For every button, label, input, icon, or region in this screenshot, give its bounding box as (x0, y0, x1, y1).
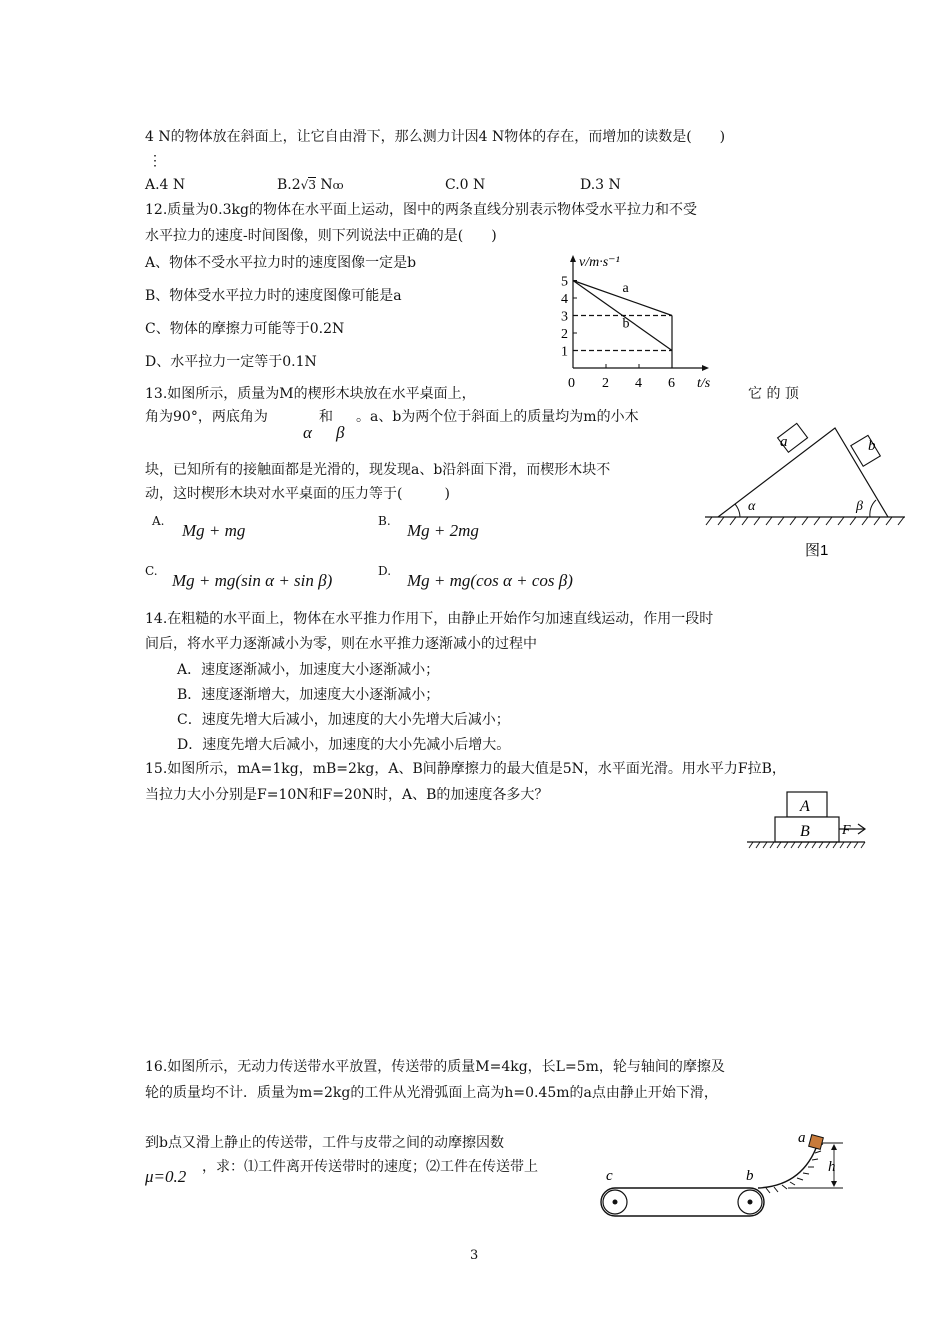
q15-line2: 当拉力大小分别是F=10N和F=20N时，A、B的加速度各多大？ (145, 787, 549, 803)
x-tick-label: 2 (602, 376, 609, 391)
angle-alpha-arc (735, 504, 740, 517)
q11-option-b (277, 176, 344, 195)
q11-option-b-radical: √3 (300, 178, 316, 192)
q13-option-b-label: B. (378, 514, 391, 528)
q12-option-a: A、物体不受水平拉力时的速度图像一定是b (145, 255, 417, 271)
blocks-figure (745, 790, 885, 860)
vt-chart (555, 250, 735, 390)
q16-line3: 到b点又滑上静止的传送带，工件与皮带之间的动摩擦因数 (145, 1135, 504, 1151)
q11-line1: 4 N的物体放在斜面上，让它自由滑下，那么测力计因4 N物体的存在，而增加的读数是( ) (145, 129, 726, 145)
q14-option-a: A．速度逐渐减小，加速度大小逐渐减小； (177, 662, 440, 678)
q14-option-c: C．速度先增大后减小，加速度的大小先增大后减小； (177, 712, 510, 728)
x-tick-label: 6 (668, 376, 675, 391)
q13-option-a-expr: Mg + mg (182, 521, 246, 540)
label-a: a (798, 1130, 806, 1146)
page-number: 3 (470, 1248, 479, 1263)
label-h: h (828, 1159, 836, 1175)
y-axis-label: v/m·s⁻¹ (579, 255, 620, 270)
label-b: b (746, 1168, 754, 1184)
y-tick-label: 1 (561, 344, 568, 360)
y-tick-label: 3 (561, 309, 568, 325)
q16-mu: μ=0.2 (145, 1167, 187, 1186)
right-axle (748, 1200, 753, 1205)
q16-line1: 16.如图所示，无动力传送带水平放置，传送带的质量M=4kg，长L=5m，轮与轴间的摩擦及 (145, 1059, 725, 1075)
q14-line2: 间后，将水平力逐渐减小为零，则在水平推力逐渐减小的过程中 (145, 636, 537, 652)
label-F: F (842, 823, 851, 838)
beta-symbol: β (336, 423, 345, 442)
y-tick-label: 2 (561, 327, 568, 342)
y-tick-label: 4 (561, 292, 568, 307)
workpiece (809, 1135, 824, 1150)
series-label-b: b (622, 316, 630, 332)
x-tick-label: 4 (635, 376, 642, 391)
floor-hatch (749, 842, 865, 848)
q13-line4: 动，这时楔形木块对水平桌面的压力等于( ) (145, 486, 450, 502)
q15-line1: 15.如图所示，mA=1kg，mB=2kg，A、B间静摩擦力的最大值是5N，水平面光滑。用水平力F拉B， (145, 761, 786, 777)
q11-option-d: D.3 N (580, 177, 621, 193)
q13-line1b: 它 的 顶 (748, 386, 799, 402)
q13-line2b: 和 (319, 409, 333, 425)
q16-line4: ，求：⑴工件离开传送带时的速度；⑵工件在传送带上 (202, 1159, 538, 1175)
q11-option-b-prefix: B.2 (277, 177, 301, 193)
label-a: a (780, 434, 788, 450)
q13-option-c-label: C. (145, 564, 158, 578)
y-axis-arrow-icon (570, 255, 576, 262)
q13-option-a-label: A. (152, 514, 165, 528)
angle-beta-arc (870, 500, 876, 517)
height-arrow-down-icon (831, 1181, 837, 1187)
q13-line2a: 角为90°，两底角为 (145, 409, 268, 425)
q11-line2: ⋮ (148, 153, 162, 169)
scribble-icon: ꝏ (332, 179, 344, 192)
q12-option-c: C、物体的摩擦力可能等于0.2N (145, 321, 345, 337)
x-axis-label: t/s (697, 376, 711, 391)
q14-option-d: D．速度先增大后减小，加速度的大小先减小后增大。 (177, 737, 511, 753)
height-arrow-up-icon (831, 1144, 837, 1150)
q13-option-d-label: D. (378, 564, 392, 578)
q14-line1: 14.在粗糙的水平面上，物体在水平推力作用下，由静止开始作匀加速直线运动，作用一段时 (145, 611, 714, 627)
conveyor-figure (598, 1128, 848, 1228)
label-A: A (800, 798, 810, 815)
figure-caption: 图1 (805, 542, 829, 559)
slope-arc (758, 1143, 818, 1188)
x-axis-arrow-icon (702, 365, 709, 371)
q11-option-b-suffix: N (315, 177, 333, 193)
ground-hatch (706, 517, 904, 525)
q12-option-b: B、物体受水平拉力时的速度图像可能是a (145, 288, 402, 304)
q12-line1: 12.质量为0.3kg的物体在水平面上运动，图中的两条直线分别表示物体受水平拉力和不受 (145, 202, 697, 218)
alpha-symbol: α (303, 423, 312, 442)
origin-label: 0 (568, 376, 575, 391)
q13-option-c-expr: Mg + mg(sin α + sin β) (172, 571, 333, 590)
series-label-a: a (622, 281, 629, 296)
label-beta: β (856, 499, 863, 514)
q11-option-a: A.4 N (145, 177, 186, 193)
q13-line2c: 。a、b为两个位于斜面上的质量均为m的小木 (356, 409, 639, 425)
label-alpha: α (748, 499, 756, 514)
q14-option-b: B．速度逐渐增大，加速度大小逐渐减小； (177, 687, 440, 703)
label-B: B (800, 823, 810, 840)
q13-option-b-expr: Mg + 2mg (407, 521, 479, 540)
wedge-figure (700, 410, 920, 560)
label-b: b (868, 438, 876, 454)
q12-option-d: D、水平拉力一定等于0.1N (145, 354, 317, 370)
chart-layer (561, 275, 675, 392)
q16-line2: 轮的质量均不计．质量为m=2kg的工件从光滑弧面上高为h=0.45m的a点由静止开始下滑， (145, 1085, 718, 1101)
q11-option-c: C.0 N (445, 177, 486, 193)
q13-line3: 块，已知所有的接触面都是光滑的，现发现a、b沿斜面下滑，而楔形木块不 (145, 462, 611, 478)
label-c: c (606, 1168, 613, 1184)
q12-line2: 水平拉力的速度-时间图像，则下列说法中正确的是( ) (145, 228, 497, 244)
y-tick-label: 5 (561, 274, 568, 290)
left-axle (613, 1200, 618, 1205)
q13-line1a: 13.如图所示，质量为M的楔形木块放在水平桌面上， (145, 386, 476, 402)
q13-option-d-expr: Mg + mg(cos α + cos β) (407, 571, 573, 590)
